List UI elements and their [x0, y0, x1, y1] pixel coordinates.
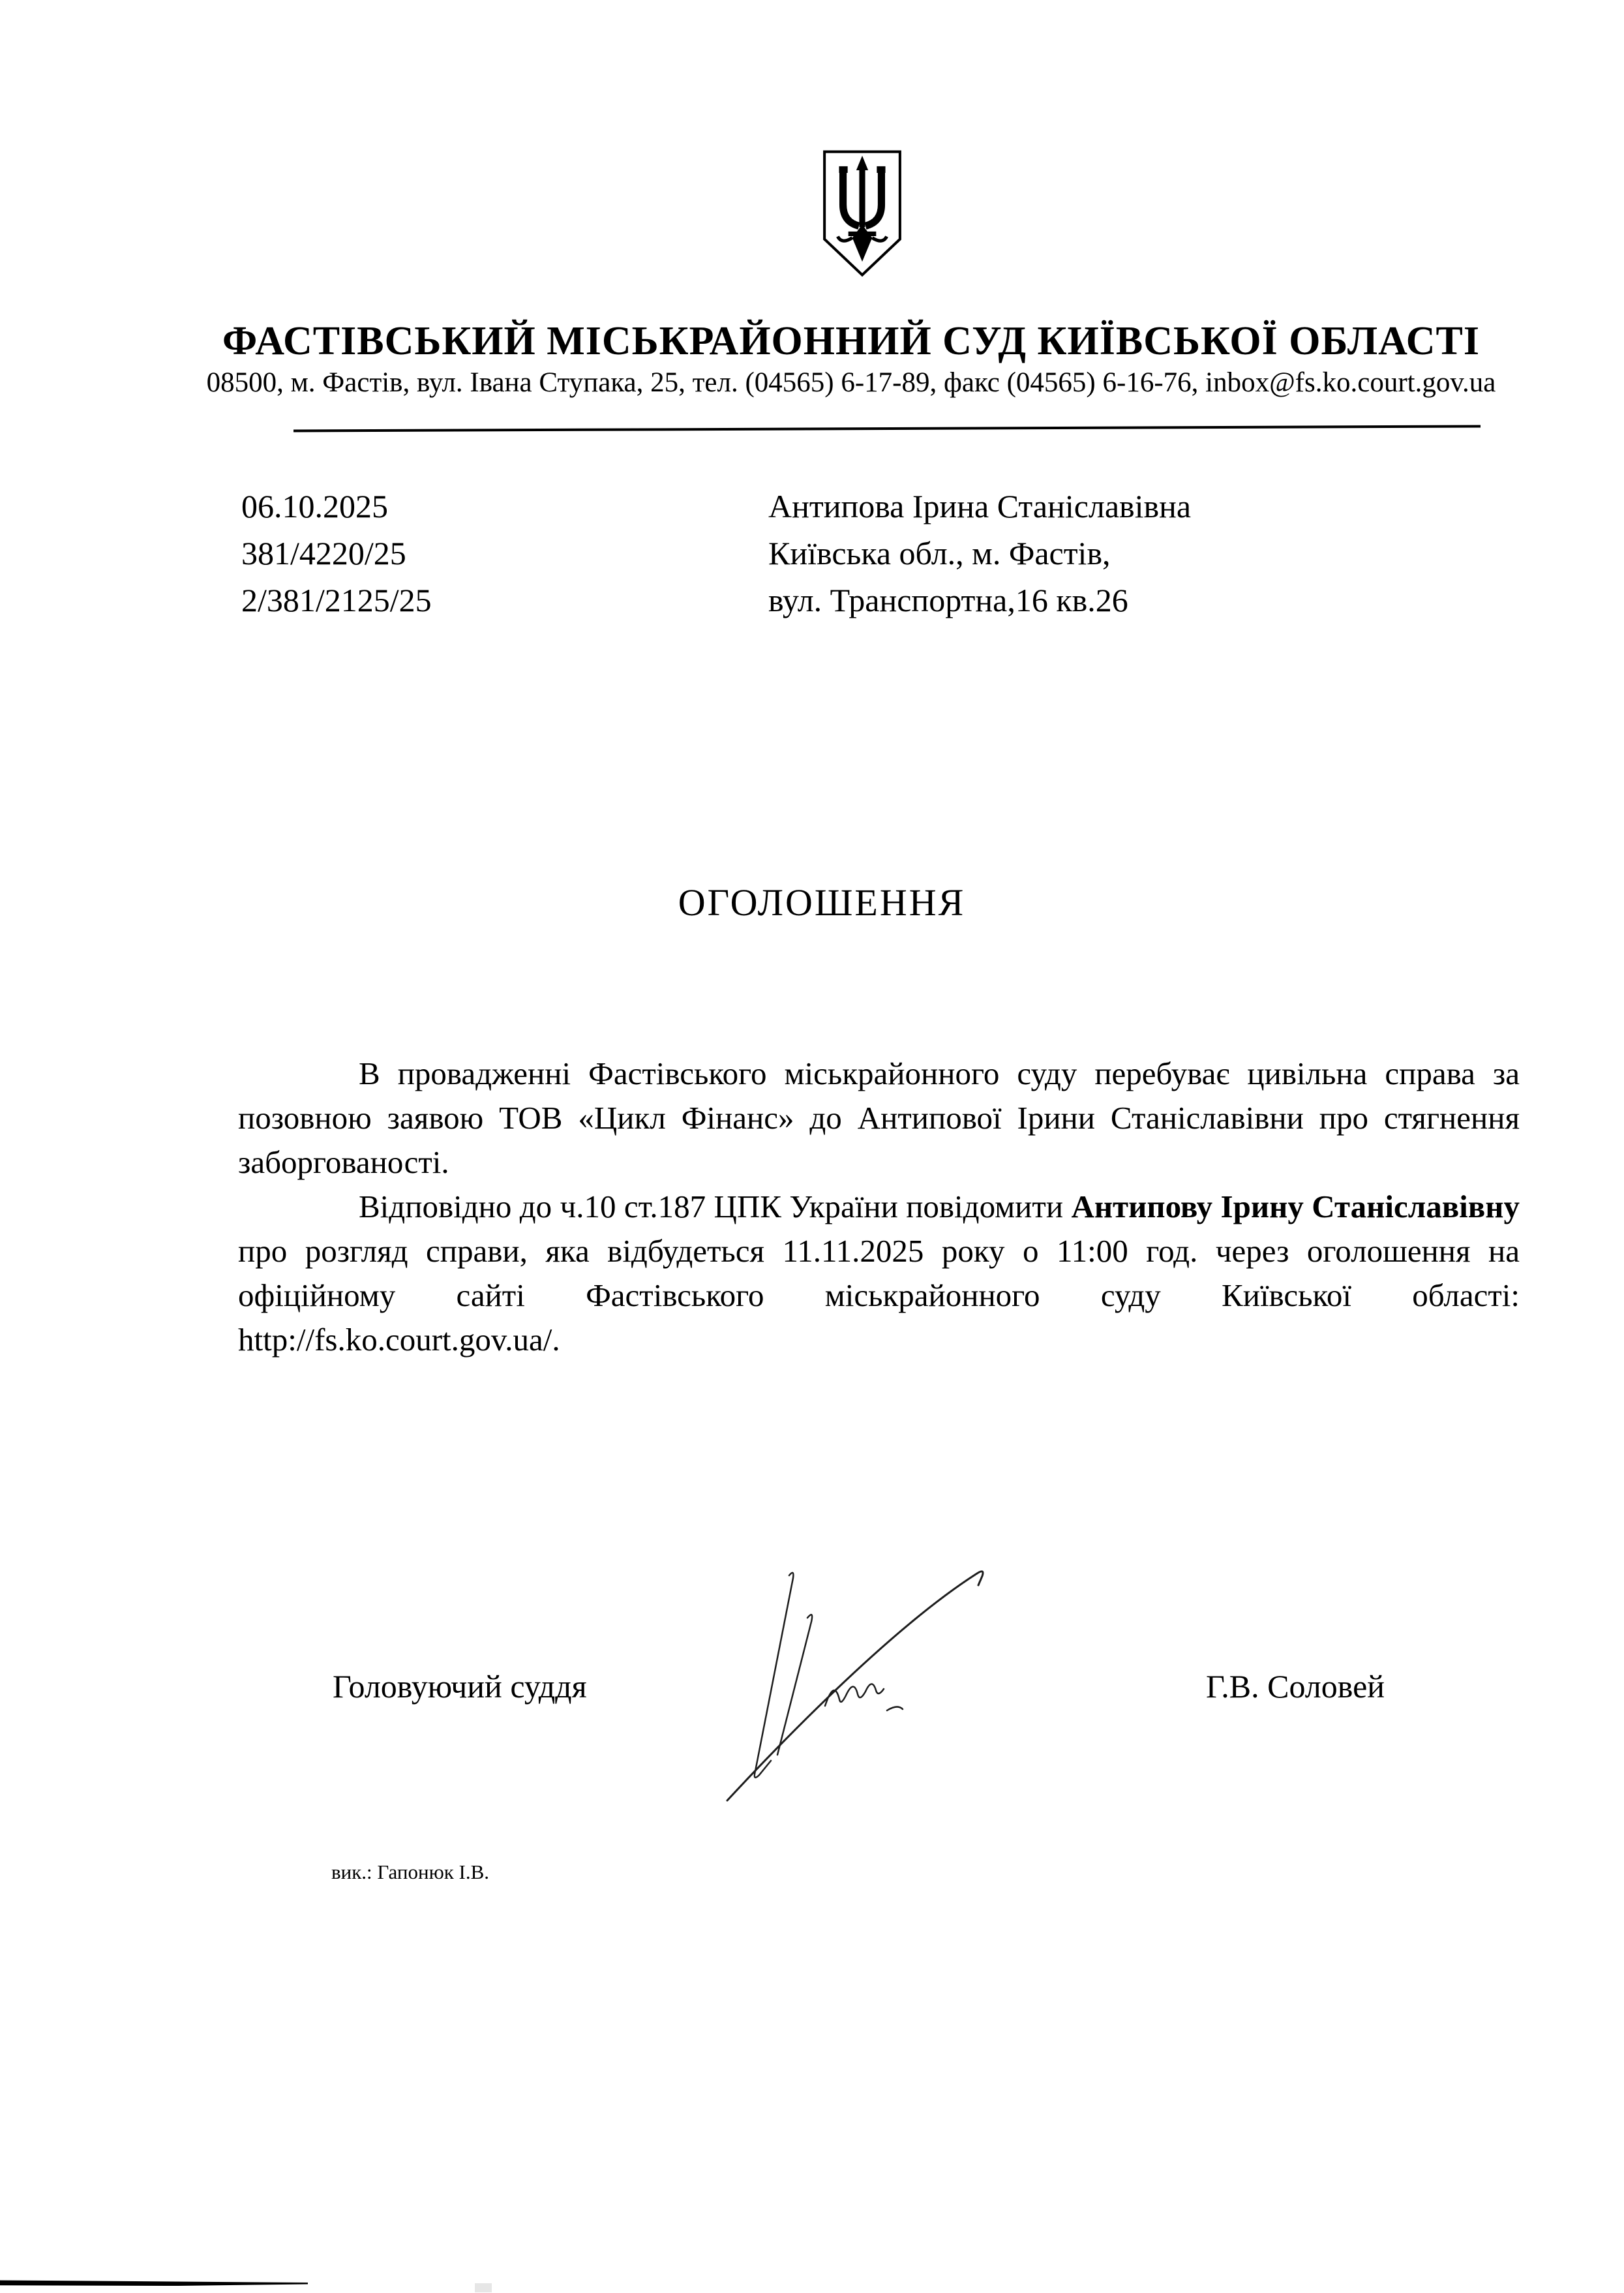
recipient-block	[768, 483, 1191, 624]
header-divider-line	[293, 425, 1481, 433]
executor-note: вик.: Гапонюк І.В.	[331, 1860, 490, 1883]
recipient-address-line1: Київська обл., м. Фастів,	[768, 535, 1111, 571]
ukraine-coat-of-arms-icon	[819, 147, 905, 281]
paragraph2-suffix: про розгляд справи, яка відбудеться 11.11.2025 року о 11:00 год. через оголошення на офіційному сайті Фастівського міськрайонного суду Київської області: http://fs.ko.court.gov.ua/.	[238, 1233, 1520, 1358]
scan-artifact-mark	[475, 2283, 492, 2292]
judge-role-label: Головуючий суддя	[333, 1668, 587, 1705]
document-body	[238, 1052, 1520, 1362]
court-name-heading: ФАСТІВСЬКИЙ МІСЬКРАЙОННИЙ СУД КИЇВСЬКОЇ ОБЛАСТІ	[222, 319, 1481, 363]
proceeding-number: 2/381/2125/25	[241, 582, 432, 618]
letter-date: 06.10.2025	[241, 488, 388, 524]
paragraph2-prefix: Відповідно до ч.10 ст.187 ЦПК України повідомити	[359, 1189, 1072, 1224]
document-title: ОГОЛОШЕННЯ	[678, 881, 966, 924]
handwritten-signature-icon	[691, 1540, 1096, 1814]
recipient-name: Антипова Ірина Станіславівна	[768, 488, 1192, 524]
paragraph2-bold-name: Антипову Ірину Станіславівну	[1071, 1189, 1520, 1224]
body-paragraph-2	[238, 1185, 1520, 1362]
body-paragraph-1: В провадженні Фастівського міськрайонного суду перебуває цивільна справа за позовною заявою ТОВ «Цикл Фінанс» до Антипової Ірини Станіславівни про стягнення заборгованості.	[238, 1055, 1520, 1180]
court-address-line: 08500, м. Фастів, вул. Івана Ступака, 25, тел. (04565) 6-17-89, факс (04565) 6-16-76, inbox@fs.ko.court.gov.ua	[206, 367, 1496, 398]
recipient-address-line2: вул. Транспортна,16 кв.26	[768, 582, 1128, 618]
scan-artifact-line	[0, 2280, 308, 2286]
reference-block	[241, 483, 432, 624]
case-number: 381/4220/25	[241, 535, 406, 571]
judge-name: Г.В. Соловей	[1206, 1668, 1385, 1705]
